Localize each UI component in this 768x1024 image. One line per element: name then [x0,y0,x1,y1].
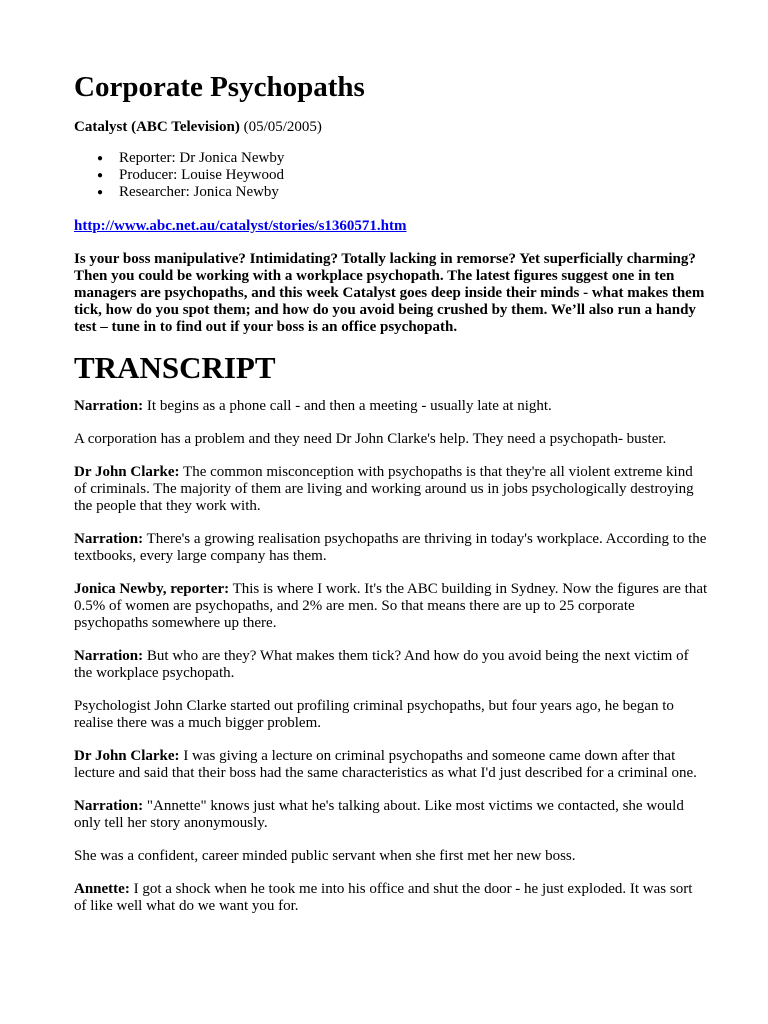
speaker-label: Dr John Clarke: [74,464,180,480]
paragraph-text: She was a confident, career minded public servant when she first met her new boss. [74,848,576,864]
credit-reporter: ● Reporter: Dr Jonica Newby [97,150,285,166]
paragraph-text: I was giving a lecture on criminal psychopaths and someone came down after that lecture and said that their boss had the same characteristics as what I'd just described for a criminal one. [74,748,697,781]
transcript-paragraph [74,881,708,915]
transcript-paragraph [74,748,708,782]
paragraph-text: Psychologist John Clarke started out profiling criminal psychopaths, but four years ago, he began to realise there was a much bigger problem. [74,698,674,731]
transcript-paragraph [74,581,708,632]
transcript-paragraph [74,398,708,415]
paragraph-text: I got a shock when he took me into his office and shut the door - he just exploded. It was sort of like well what do we want you for. [74,881,693,914]
transcript-paragraph [74,464,708,515]
speaker-label: Annette: [74,881,130,897]
broadcast-date: (05/05/2005) [243,119,322,135]
speaker-label: Narration: [74,531,144,547]
paragraph-text: This is where I work. It's the ABC building in Sydney. Now the figures are that 0.5% of women are psychopaths, and 2% are men. So that means there are up to 25 corporate psychopaths somewhere up there. [74,581,708,631]
speaker-label: Dr John Clarke: [74,748,180,764]
program-name: Catalyst (ABC Television) [74,119,240,135]
paragraph-text: It begins as a phone call - and then a meeting - usually late at night. [143,398,552,414]
paragraph-text: "Annette" knows just what he's talking about. Like most victims we contacted, she would only tell her story anonymously. [74,798,684,831]
paragraph-text: A corporation has a problem and they need Dr John Clarke's help. They need a psychopath- buster. [74,431,667,447]
speaker-label: Narration: [74,648,144,664]
story-link[interactable]: http://www.abc.net.au/catalyst/stories/s1360571.htm [74,218,407,234]
transcript-body [74,398,708,915]
transcript-paragraph [74,431,708,448]
speaker-label: Narration: [74,798,144,814]
transcript-heading: TRANSCRIPT [74,350,276,385]
credits-list [74,150,708,201]
page-title: Corporate Psychopaths [74,71,365,103]
source-url [74,217,708,235]
credit-producer: ● Producer: Louise Heywood [97,167,284,183]
speaker-label: Narration: [74,398,144,414]
bullet-icon: ● [97,187,104,198]
source-line [74,118,708,136]
credit-researcher: ● Researcher: Jonica Newby [97,184,279,200]
speaker-label: Jonica Newby, reporter: [74,581,230,597]
paragraph-text: There's a growing realisation psychopaths are thriving in today's workplace. According to the textbooks, every large company has them. [74,531,707,564]
transcript-paragraph [74,798,708,832]
bullet-icon: ● [97,153,104,164]
paragraph-text: But who are they? What makes them tick? And how do you avoid being the next victim of the workplace psychopath. [74,648,689,681]
transcript-paragraph [74,531,708,565]
bullet-icon: ● [97,170,104,181]
story-summary: Is your boss manipulative? Intimidating? Totally lacking in remorse? Yet superficially charming? Then you could be working with a workplace psychopath. The latest figures suggest one in ten managers are psychopaths, and this week Catalyst goes deep inside their minds - what makes them tick, how do you spot them; and how do you avoid being crushed by them. We’ll also run a handy test – tune in to find out if your boss is an office psychopath. [74,251,705,335]
transcript-paragraph [74,648,708,682]
transcript-paragraph [74,848,708,865]
transcript-paragraph [74,698,708,732]
paragraph-text: The common misconception with psychopaths is that they're all violent extreme kind of criminals. The majority of them are living and working around us in jobs psychologically destroying the people that they work with. [74,464,694,514]
